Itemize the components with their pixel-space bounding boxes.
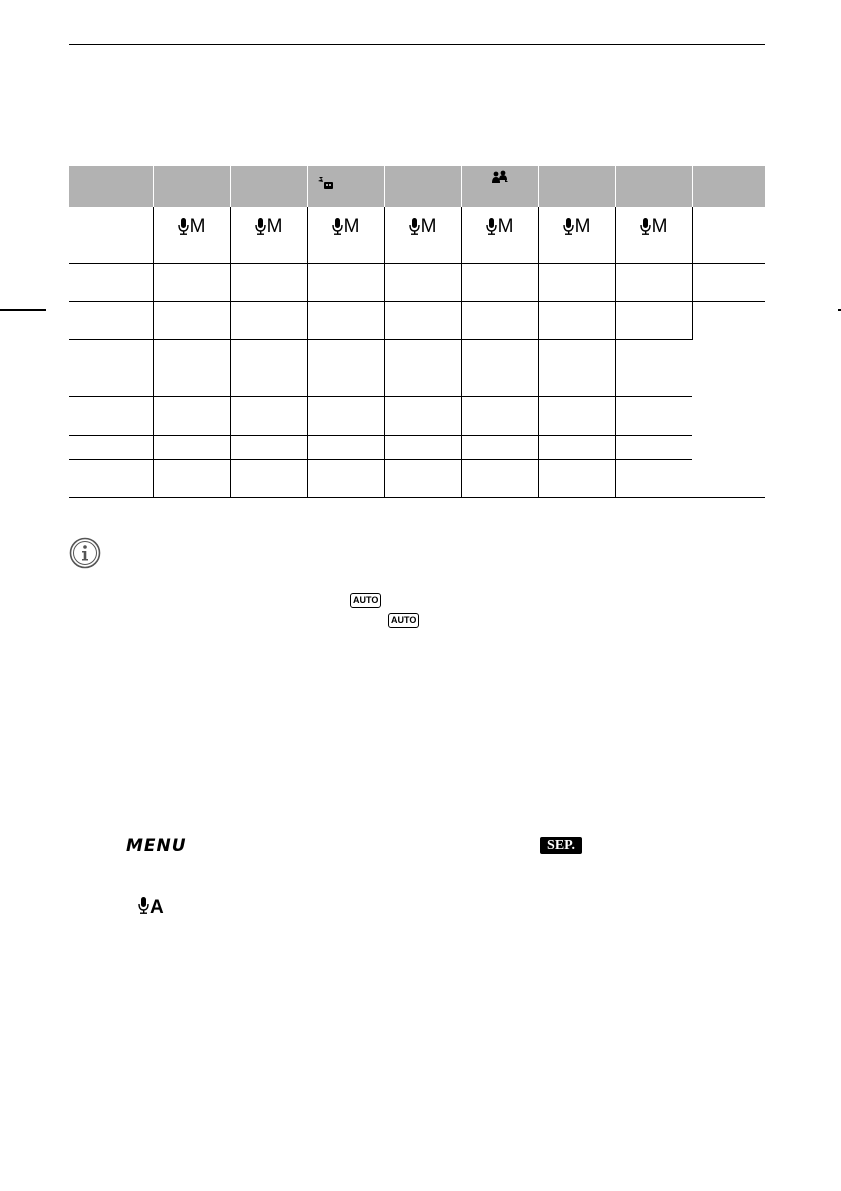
table-cell [538,263,615,301]
table-cell [538,396,615,435]
table-cell [230,301,307,339]
table-cell [384,339,461,396]
header-cell [692,166,765,207]
table-cell [230,435,307,459]
mic-mode-label: M [343,216,360,237]
table-cell [384,459,461,497]
table-cell [384,435,461,459]
table-cell [692,207,765,263]
table-cell [461,396,538,435]
auto-mode-badge: AUTO [350,593,381,608]
table-cell [69,396,153,435]
microphone-icon [332,218,343,235]
table-cell [538,301,615,339]
header-cell [384,166,461,207]
mic-mode-label: M [189,216,206,237]
info-note-icon [69,537,101,569]
table-cell [384,263,461,301]
table-cell [69,435,153,459]
header-cell [615,166,692,207]
mic-manual-cell [538,207,615,263]
table-row [69,339,765,396]
table-cell [307,435,384,459]
table-cell [307,263,384,301]
mic-manual-cell [615,207,692,263]
header-cell [461,166,538,207]
table-cell [615,459,692,497]
auto-mode-badge: AUTO [388,613,419,628]
table-cell [230,339,307,396]
table-row [69,263,765,301]
table-cell [615,339,692,396]
mic-manual-cell [153,207,230,263]
microphone-icon [640,218,651,235]
mic-mode-label: M [651,216,668,237]
mic-auto-indicator [138,897,164,919]
microphone-icon [409,218,420,235]
table-cell [153,396,230,435]
table-cell [538,459,615,497]
table-cell [615,396,692,435]
table-cell [692,263,765,301]
mic-manual-cell [461,207,538,263]
table-cell [615,435,692,459]
table-cell [615,263,692,301]
table-cell [153,263,230,301]
settings-table [69,166,765,498]
header-cell [69,166,153,207]
table-cell [307,339,384,396]
menu-button-label: MENU [126,836,187,856]
table-cell [384,396,461,435]
page-edge-tick [0,309,46,311]
table-cell [307,301,384,339]
table-row [69,459,765,497]
table-row [69,435,765,459]
table-cell [538,339,615,396]
mic-manual-cell [230,207,307,263]
table-cell [538,435,615,459]
microphone-icon [563,218,574,235]
table-cell [69,459,153,497]
mic-manual-cell [307,207,384,263]
table-header-row [69,166,765,207]
table-cell [69,263,153,301]
table-cell [153,339,230,396]
table-cell [230,459,307,497]
table-cell [230,396,307,435]
table-cell [153,301,230,339]
header-cell [307,166,384,207]
table-cell [461,459,538,497]
table-row [69,301,765,339]
mic-mode-label: M [266,216,283,237]
header-cell [538,166,615,207]
microphone-icon [486,218,497,235]
table-cell [461,339,538,396]
header-cell [230,166,307,207]
night-scene-icon [317,176,335,190]
microphone-icon [255,218,266,235]
table-row [69,207,765,263]
table-cell [615,301,692,339]
table-cell [153,435,230,459]
table-row [69,396,765,435]
table-cell [69,207,153,263]
microphone-icon [138,897,149,914]
mic-mode-label: M [420,216,437,237]
table-cell [153,459,230,497]
mic-manual-cell [384,207,461,263]
table-cell [384,301,461,339]
mic-auto-label: A [150,897,164,918]
table-cell [307,396,384,435]
page-top-rule [69,44,765,45]
microphone-icon [178,218,189,235]
table-cell [307,459,384,497]
table-cell [461,435,538,459]
table-cell [69,301,153,339]
mic-mode-label: M [497,216,514,237]
sep-badge: SEP. [540,837,582,854]
table-cell [230,263,307,301]
mic-mode-label: M [574,216,591,237]
table-cell [461,301,538,339]
portrait-people-icon [491,170,509,184]
table-cell [461,263,538,301]
header-cell [153,166,230,207]
table-cell [69,339,153,396]
merged-table-cell [692,301,765,497]
